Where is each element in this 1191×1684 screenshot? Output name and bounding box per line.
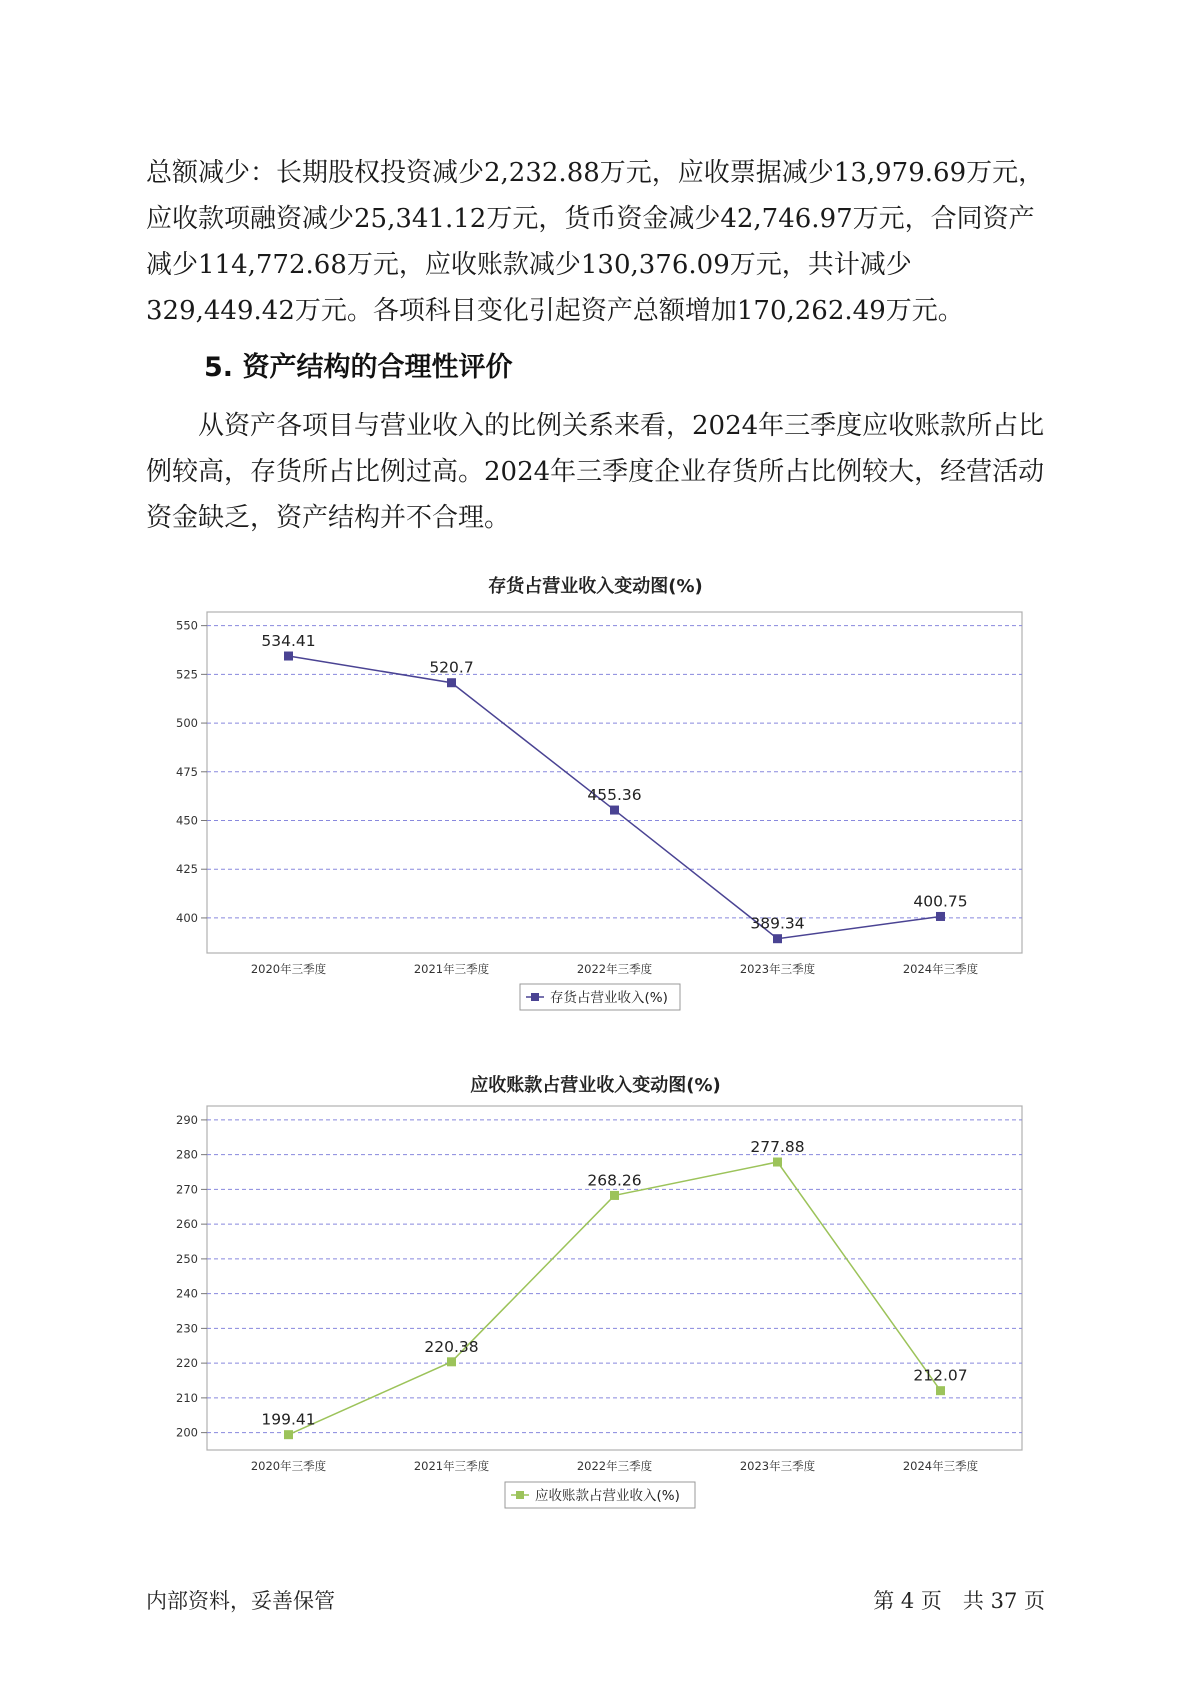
receivables-ratio-chart [0,1098,1191,1528]
data-point [610,1191,619,1200]
x-tick-label: 2023年三季度 [739,962,816,976]
chart-title-receivables: 应收账款占营业收入变动图(%) [470,1075,721,1096]
y-tick-label: 230 [176,1321,198,1336]
legend-marker [516,1491,524,1499]
x-tick-label: 2021年三季度 [413,962,490,976]
y-tick-label: 210 [176,1390,198,1405]
y-tick-label: 260 [176,1217,198,1232]
data-point [936,1386,945,1395]
inventory-ratio-chart [0,600,1191,1030]
plot-area [207,1106,1022,1450]
paragraph-structure-evaluation: 从资产各项目与营业收入的比例关系来看，2024年三季度应收账款所占比例较高，存货所占比例过高。2024年三季度企业存货所占比例较大，经营活动资金缺乏，资产结构并不合理。 [146,411,1045,533]
y-tick-label: 550 [176,618,198,633]
data-point [773,934,782,943]
paragraph-asset-decrease: 总额减少：长期股权投资减少2,232.88万元，应收票据减少13,979.69万元，应收款项融资减少25,341.12万元，货币资金减少42,746.97万元，合同资产减少114,772.68万元，应收账款减少130,376.09万元，共计减少329,449.42万元。各项科目变化引起资产总额增加170,262.49万元。 [146,158,1045,326]
x-tick-label: 2024年三季度 [902,962,979,976]
data-label: 389.34 [750,914,805,933]
data-label: 268.26 [587,1171,642,1190]
x-tick-label: 2021年三季度 [413,1459,490,1473]
data-point [610,806,619,815]
data-point [773,1158,782,1167]
y-tick-label: 525 [176,667,198,682]
y-tick-label: 425 [176,862,198,877]
y-tick-label: 270 [176,1182,198,1197]
x-tick-label: 2024年三季度 [902,1459,979,1473]
data-point [284,1430,293,1439]
footer-page-number: 第 4 页 共 37 页 [873,1589,1045,1613]
data-label: 220.38 [424,1337,479,1356]
data-label: 199.41 [261,1410,316,1429]
x-tick-label: 2020年三季度 [250,1459,327,1473]
y-tick-label: 290 [176,1112,198,1127]
x-tick-label: 2023年三季度 [739,1459,816,1473]
data-point [284,652,293,661]
y-tick-label: 250 [176,1251,198,1266]
data-point [447,1357,456,1366]
y-tick-label: 200 [176,1425,198,1440]
section-heading: 5. 资产结构的合理性评价 [204,352,513,383]
data-point [447,678,456,687]
x-tick-label: 2022年三季度 [576,962,653,976]
legend-label: 存货占营业收入(%) [550,990,668,1006]
x-tick-label: 2022年三季度 [576,1459,653,1473]
y-tick-label: 500 [176,716,198,731]
footer-confidential-note: 内部资料，妥善保管 [146,1589,335,1613]
data-label: 212.07 [913,1366,968,1385]
y-tick-label: 475 [176,764,198,779]
y-tick-label: 400 [176,910,198,925]
data-label: 534.41 [261,632,316,651]
y-tick-label: 220 [176,1356,198,1371]
y-tick-label: 240 [176,1286,198,1301]
y-tick-label: 450 [176,813,198,828]
data-label: 277.88 [750,1138,805,1157]
data-point [936,912,945,921]
data-label: 455.36 [587,786,642,805]
chart-title-inventory: 存货占营业收入变动图(%) [488,576,703,597]
legend-marker [531,993,539,1001]
y-tick-label: 280 [176,1147,198,1162]
data-label: 520.7 [429,658,474,677]
legend-label: 应收账款占营业收入(%) [535,1488,680,1504]
x-tick-label: 2020年三季度 [250,962,327,976]
data-label: 400.75 [913,892,968,911]
